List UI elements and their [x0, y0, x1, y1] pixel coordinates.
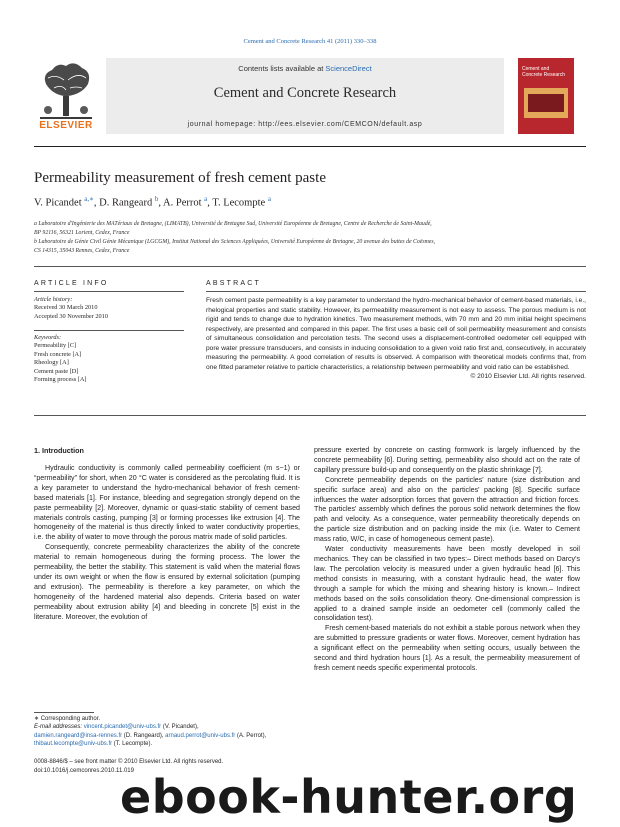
journal-homepage-link[interactable]: journal homepage: http://ees.elsevier.com/CEMCON/default.asp [187, 121, 423, 128]
email-link[interactable]: damien.rangeard@insa-rennes.fr [34, 732, 123, 739]
footnote-rule [34, 712, 94, 713]
email-owner: (D. Rangeard), [122, 732, 166, 739]
sciencedirect-link[interactable]: ScienceDirect [325, 64, 372, 73]
author-affiliation-marker[interactable]: a,∗ [84, 195, 94, 203]
abstract-body [206, 296, 586, 382]
paragraph: pressure exerted by concrete on casting formwork is largely influenced by the concrete permeability [6]. During setting, permeability also should act on the rate of capillary pressure build-up and consequently on the plastic shrinkage [7]. [314, 446, 580, 474]
abstract-rule [206, 291, 586, 292]
affiliation-b [34, 238, 586, 255]
affiliation-b-line2: CS 14315, 35043 Rennes, Cedex, France [34, 247, 130, 254]
journal-cover-thumbnail [518, 58, 574, 134]
keywords-label: Keywords: [34, 334, 62, 341]
email-line [34, 740, 300, 748]
paragraph: Concrete permeability depends on the particles' nature (size distribution and specific surface area) and also on the particles' packing [8]. Specific surface influences the water adsorption forces that govern the attraction and friction forces. The particles' assembly which defines the porous solid network determines the flow path and velocity. As a consequence, water permeability theoretically depends on the particle size distribution and on packing inside the mix (i.e. Water to Cement mass ratio, W/C, in case of homogeneous cement paste). [314, 475, 580, 544]
keywords-rule [34, 330, 184, 331]
email-link[interactable]: arnaud.perrot@univ-ubs.fr [165, 732, 236, 739]
article-title: Permeability measurement of fresh cement paste [34, 170, 326, 186]
cover-image-inner [528, 94, 564, 112]
paragraph: Consequently, concrete permeability characterizes the ability of the concrete material to remain homogeneous during the forming process. The lower the permeability, the better the stability. This statement is valid when the material flows under its own weight or when the flow is ensured by external solicitation (pumping and extrusion). The permeability is therefore a key parameter, on which the homogeneity of the hardened material also depends. Criteria based on water permeability about extrusion ability [4] and bleeding in concrete [5] exist in the literature. Moreover, the evolution of [34, 543, 300, 621]
author-affiliation-marker[interactable]: a [267, 195, 271, 203]
email-label: E-mail addresses: [34, 724, 84, 731]
abstract-heading: ABSTRACT [206, 280, 261, 287]
keyword: Permeability [C] [34, 342, 77, 350]
affiliation-a [34, 220, 586, 237]
email-owner: (V. Picandet), [161, 724, 199, 731]
abstract-text: Fresh cement paste permeability is a key parameter to understand the hydro-mechanical behavior of cement-based materials, i.e., rhelogical properties and static stability. However, its permeability measurement is not easy to assess. The porous medium is not rigid and tends to change due to hydration kinetics. Two measurement methods, with 70 mm and 20 mm initial height specimens respectively, are presented and compared in this paper. The first uses a basic cell of soil permeability measurement and consists of simultaneous consolidation and percolation tests. The second uses a displacement-controlled oedometer cell equipped with pore water pressure transducers, and consists in inducing consolidation to a given void ratio first and, consecutively, in accurately measuring the permeability. A good correlation of results is observed. A comparison with theoretical models confirms that, from one fitted parameter relative to particle characteristics, a relationship between permeability and void ratio can be established. [206, 297, 586, 371]
paragraph: Water conductivity measurements have been mostly developed in soil mechanics. They can be classified in two types:– Direct methods based on Darcy's law. The percolation velocity is measured under a given hydraulic head [6]. This method consists in measuring, with a constant hydraulic head, the water flow through a sample for which the mixing and shearing history is known.– Indirect methods based on the soils consolidation theory. One-dimensional compression is applied to a drained sample inside an oedometer cell (commonly called the consolidation test). [314, 545, 580, 623]
watermark-text: ebook-hunter.org [120, 770, 578, 824]
affiliation-a-line2: BP 92116, 56321 Lorient, Cedex, France [34, 229, 130, 236]
email-line [34, 732, 300, 740]
keyword: Rheology [A] [34, 359, 69, 367]
email-owner: (A. Perrot), [235, 732, 267, 739]
footnotes [34, 715, 300, 749]
email-link[interactable]: thibaut.lecompte@univ-ubs.fr [34, 741, 113, 748]
author-affiliation-marker[interactable]: a [204, 195, 208, 203]
doi-link[interactable]: doi:10.1016/j.cemconres.2010.11.019 [34, 768, 134, 774]
keyword: Cement paste [D] [34, 367, 79, 375]
affiliation-rule [34, 266, 586, 267]
right-column [314, 446, 580, 674]
journal-masthead [34, 58, 586, 138]
article-history [34, 296, 184, 321]
paragraph: Fresh cement-based materials do not exhibit a stable porous network when they are submitted to pressure gradients or water flows. Moreover, cement hydration has a significant effect on the permeability when setting occurs, usually between the second and third hydration hours [1]. As a result, the permeability measurement of fresh cement needs specific experimental protocols. [314, 624, 580, 672]
section-heading: 1. Introduction [34, 446, 84, 455]
author-name: D. Rangeard [99, 197, 153, 209]
abstract-bottom-rule [34, 415, 586, 416]
journal-reference[interactable]: Cement and Concrete Research 41 (2011) 330–338 [243, 38, 377, 45]
article-info-heading: ARTICLE INFO [34, 280, 109, 287]
email-line [34, 723, 300, 731]
accepted-date: Accepted 30 November 2010 [34, 312, 108, 320]
masthead-banner [106, 58, 504, 134]
author-name: A. Perrot [163, 197, 202, 209]
keywords-block [34, 334, 184, 384]
contents-prefix: Contents lists available at [238, 64, 326, 73]
header-rule [34, 146, 586, 147]
received-date: Received 30 March 2010 [34, 304, 98, 312]
left-column [34, 464, 300, 623]
email-link[interactable]: vincent.picandet@univ-ubs.fr [83, 724, 162, 731]
journal-name: Cement and Concrete Research [213, 85, 397, 101]
article-info-rule [34, 291, 184, 292]
affiliation-a-line1: a Laboratoire d'Ingénierie des MATériaux de Bretagne, (LIMATB), Université de Bretagne Sud, Université Européenne de Bretagne, Centre de Recherche de Saint-Maudé, [34, 221, 432, 227]
author-name: T. Lecompte [212, 197, 266, 209]
keyword: Forming process [A] [34, 376, 87, 384]
history-label: Article history: [34, 296, 73, 303]
abstract-copyright: © 2010 Elsevier Ltd. All rights reserved. [470, 373, 586, 381]
author-affiliation-marker[interactable]: b [154, 195, 159, 203]
publisher-logo-text: ELSEVIER [39, 120, 93, 131]
corresponding-author-note: ∗ Corresponding author. [34, 716, 101, 722]
cover-title: Cement and Concrete Research [522, 66, 566, 78]
author-list: V. Picandet $^{a,∗}$, D. Rangeard $^b$, A. Perrot $^a$, T. Lecompte $^a$ [34, 195, 271, 209]
paragraph: Hydraulic conductivity is commonly called permeability coefficient (m s−1) or “permeability” for short, when 20 °C water is considered as the percolating fluid. It is a key parameter to understand the hydro-mechanical behavior of fresh cement-based materials [1]. For instance, bleeding and segregation strongly depend on the paste permeability [2]. Moreover, dynamic or quasi-static stability of cement based materials controls casting, pumping [3] or forming processes like extrusion [4]. The homogeneity of the material is thus directly linked to water conductivity properties, i.e. the ability of water to move through the porous matrix made of solid particles. [34, 464, 300, 542]
email-owner: (T. Lecompte). [112, 741, 153, 748]
affiliation-b-line1: b Laboratoire de Génie Civil Génie Mécanique (LGCGM), Institut National des Sciences Appliquées, Université Européenne de Bretagne, 20 avenue des buttes de Coësmes, [34, 239, 436, 245]
issn-line: 0008-8846/$ – see front matter © 2010 Elsevier Ltd. All rights reserved. [34, 759, 224, 765]
author-name: V. Picandet [34, 197, 82, 209]
keyword: Fresh concrete [A] [34, 350, 82, 358]
contents-line [106, 64, 504, 73]
